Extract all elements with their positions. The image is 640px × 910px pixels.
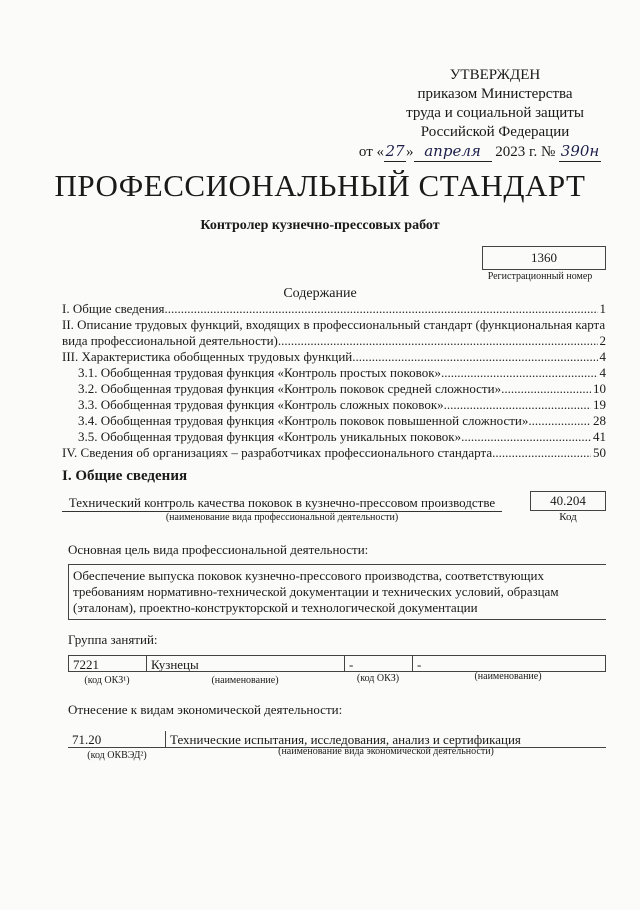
toc-item-text: вида профессиональной деятельности) <box>62 333 278 348</box>
toc-item-text: II. Описание трудовых функций, входящих в профессиональный стандарт (функциональная карта <box>62 317 606 332</box>
occupation-name-cell: Кузнецы <box>147 656 345 671</box>
approval-status: УТВЕРЖДЕН <box>449 67 541 83</box>
toc-item-text: I. Общие сведения <box>62 301 165 316</box>
toc-item-page: 28 <box>593 413 606 428</box>
goal-text-line: требованиям нормативно-технической документации и технических условий, образцам <box>73 584 559 599</box>
toc-item-text: IV. Сведения об организациях – разработчиках профессионального стандарта <box>62 445 493 460</box>
okz-code-caption: (код ОКЗ¹) <box>84 675 130 686</box>
code-label: Код <box>559 511 577 523</box>
toc-item-continuation[interactable] <box>62 333 606 349</box>
toc-item-page: 1 <box>599 301 606 316</box>
document-subtitle: Контролер кузнечно-прессовых работ <box>200 218 440 233</box>
toc-item-text: 3.4. Обобщенная трудовая функция «Контроль поковок повышенной сложности» <box>78 413 529 428</box>
group-label: Группа занятий: <box>68 632 158 647</box>
date-prefix: от « <box>358 144 385 160</box>
approval-line-2: приказом Министерства <box>417 86 573 102</box>
date-year: 2023 г. № <box>495 144 556 160</box>
economic-activity-label: Отнесение к видам экономической деятельности: <box>68 702 343 717</box>
okz-code-caption-2: (код ОКЗ) <box>356 673 400 684</box>
approval-date-line <box>330 142 620 162</box>
registration-number-box: 1360 <box>482 246 606 270</box>
toc-item-page: 41 <box>593 429 606 444</box>
toc-item-text: 3.3. Обобщенная трудовая функция «Контроль сложных поковок» <box>78 397 444 412</box>
okved-code-caption: (код ОКВЭД²) <box>87 750 147 761</box>
toc-item[interactable] <box>62 301 606 317</box>
toc-item[interactable] <box>62 445 606 461</box>
date-day: 27 <box>385 142 405 160</box>
goal-text-line: Обеспечение выпуска поковок кузнечно-прессового производства, соответствующих <box>73 568 545 583</box>
toc-heading: Содержание <box>283 286 357 301</box>
toc-item-page: 2 <box>599 333 606 348</box>
document-title: ПРОФЕССИОНАЛЬНЫЙ СТАНДАРТ <box>54 168 586 203</box>
occupation-name-caption: (наименование) <box>211 675 279 686</box>
occupation-name-caption-2: (наименование) <box>474 671 542 682</box>
okz-code-cell-2: - <box>345 656 413 671</box>
toc-item-page: 4 <box>599 365 606 380</box>
toc-subitem[interactable] <box>62 413 606 429</box>
toc-item-text: 3.2. Обобщенная трудовая функция «Контроль поковок средней сложности» <box>78 381 502 396</box>
activity-name: Технический контроль качества поковок в кузнечно-прессовом производстве <box>62 495 502 512</box>
section-heading: I. Общие сведения <box>62 468 188 484</box>
activity-code-box: 40.204 <box>530 491 606 511</box>
toc-item-text: 3.5. Обобщенная трудовая функция «Контроль уникальных поковок» <box>78 429 462 444</box>
toc-item-page: 50 <box>593 445 606 460</box>
approval-line-3: труда и социальной защиты <box>406 105 584 121</box>
toc-item-text: III. Характеристика обобщенных трудовых функций <box>62 349 353 364</box>
toc-item-text: 3.1. Обобщенная трудовая функция «Контроль простых поковок» <box>78 365 442 380</box>
occupation-group-row <box>68 655 606 672</box>
okz-code-cell: 7221 <box>69 656 147 671</box>
economic-activity-caption: (наименование вида экономической деятельности) <box>278 746 494 757</box>
goal-text-line: (эталонам), проектно-конструкторской и технологической документации <box>73 600 478 615</box>
registration-number-label: Регистрационный номер <box>487 271 593 282</box>
toc-subitem[interactable] <box>62 381 606 397</box>
okved-code-cell: 71.20 <box>68 731 166 747</box>
occupation-name-cell-2: - <box>417 657 422 671</box>
approval-block <box>330 66 620 162</box>
goal-label: Основная цель вида профессиональной деятельности: <box>68 542 369 557</box>
table-of-contents <box>62 301 606 461</box>
toc-item[interactable] <box>62 317 606 333</box>
activity-caption: (наименование вида профессиональной деятельности) <box>165 512 399 523</box>
toc-subitem[interactable] <box>62 365 606 381</box>
toc-subitem[interactable] <box>62 429 606 445</box>
toc-item-page: 10 <box>593 381 606 396</box>
toc-item[interactable] <box>62 349 606 365</box>
toc-item-page: 4 <box>599 349 606 364</box>
date-mid: » <box>406 144 414 160</box>
goal-box <box>68 564 606 620</box>
toc-subitem[interactable] <box>62 397 606 413</box>
economic-activity-name-cell: Технические испытания, исследования, анализ и сертификация <box>170 732 521 747</box>
order-number: 390н <box>560 142 600 160</box>
toc-item-page: 19 <box>593 397 606 412</box>
approval-line-4: Российской Федерации <box>420 124 570 140</box>
date-month: апреля <box>414 142 492 162</box>
